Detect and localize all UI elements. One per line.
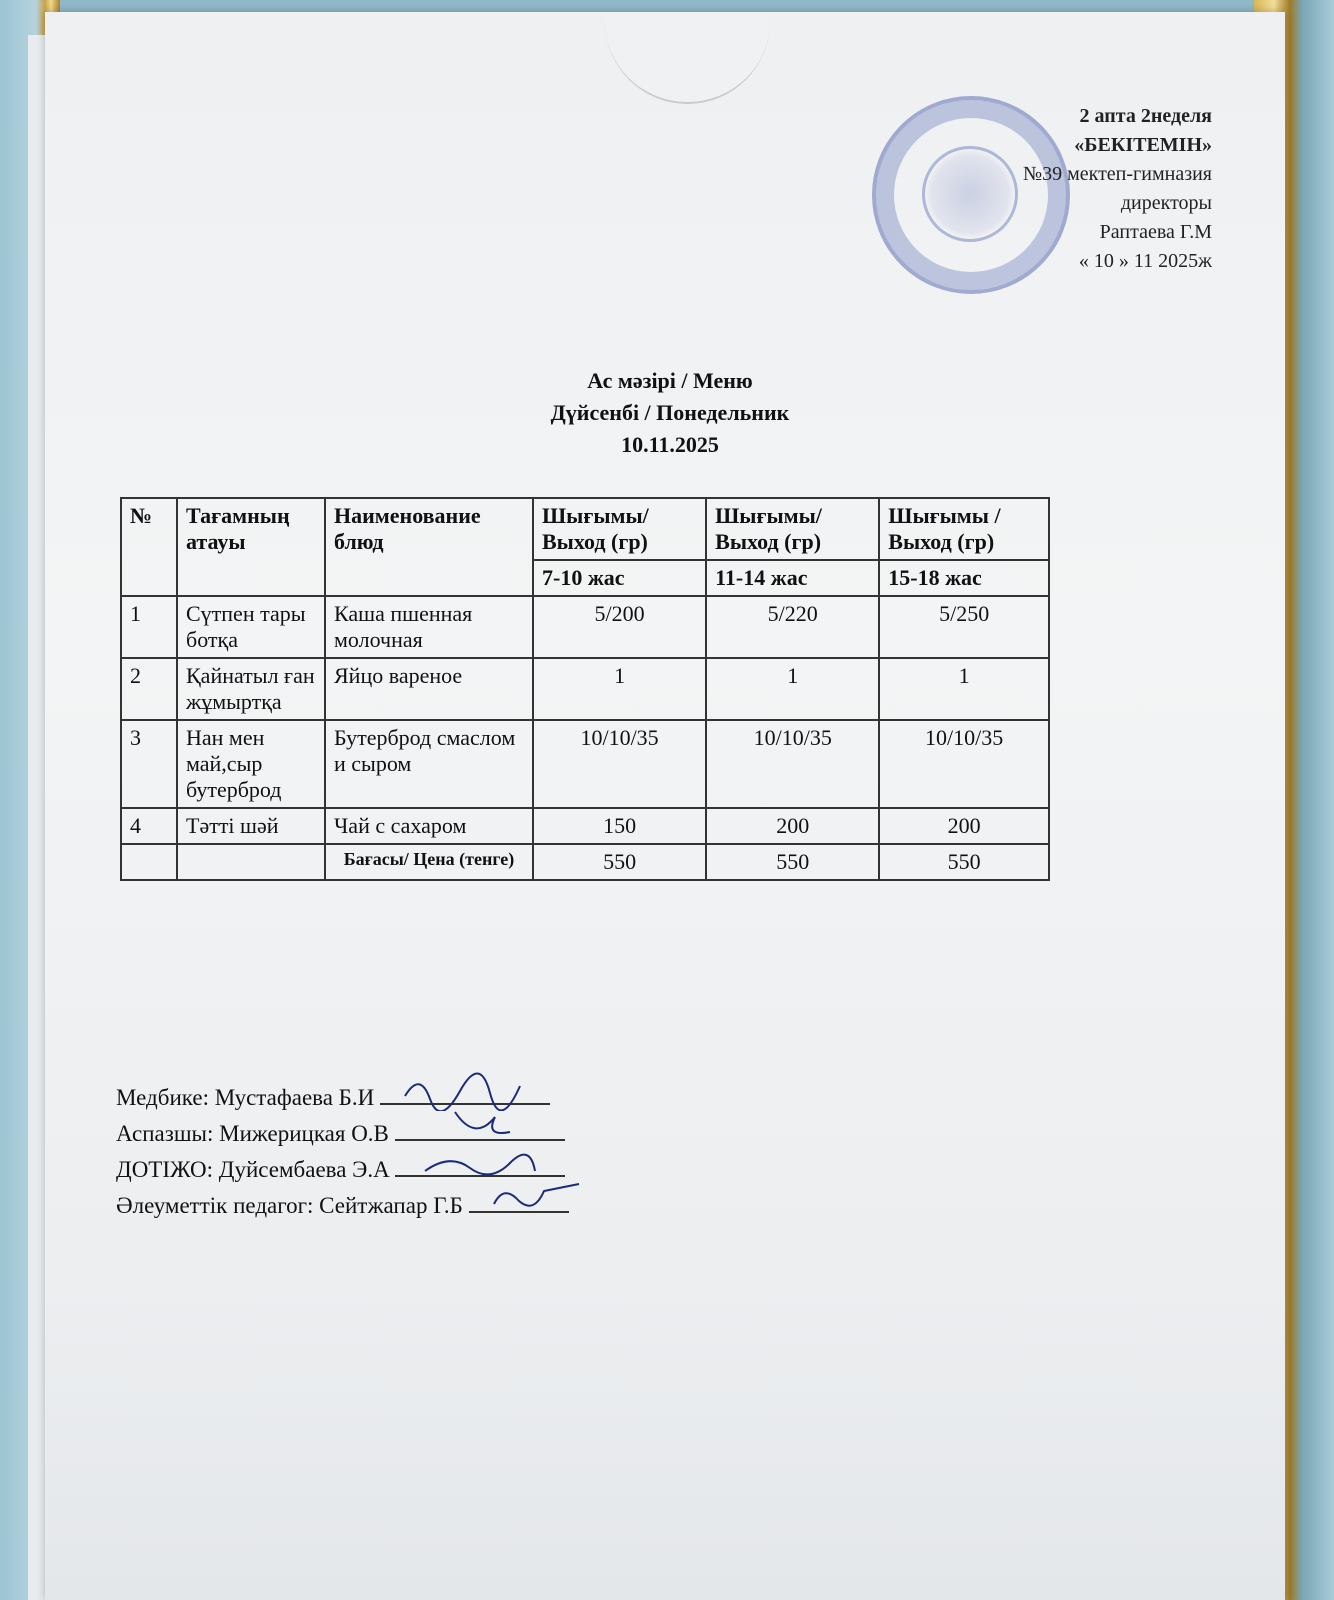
signature-scribble — [400, 1071, 530, 1111]
header-age-2: 11-14 жас — [706, 560, 879, 596]
header-age-3: 15-18 жас — [879, 560, 1049, 596]
deputy-name: ДОТІЖО: Дуйсембаева Э.А — [116, 1157, 390, 1182]
output-value: 10/10/35 — [706, 720, 879, 808]
signatures-block — [116, 1080, 569, 1224]
row-num: 4 — [121, 808, 177, 844]
menu-title-block — [420, 365, 920, 461]
dish-name-ru: Бутерброд смаслом и сыром — [325, 720, 533, 808]
output-value: 5/200 — [533, 596, 706, 658]
row-num: 2 — [121, 658, 177, 720]
menu-day: Дүйсенбі / Понедельник — [550, 400, 790, 425]
signature-scribble — [415, 1107, 545, 1147]
pedagog-name: Әлеуметтік педагог: Сейтжапар Г.Б — [116, 1193, 463, 1218]
output-value: 1 — [879, 658, 1049, 720]
price-value: 550 — [879, 844, 1049, 880]
menu-table — [120, 497, 1050, 881]
approval-block — [1023, 102, 1212, 276]
dish-name-ru: Чай с сахаром — [325, 808, 533, 844]
output-value: 5/250 — [879, 596, 1049, 658]
nurse-name: Медбике: Мустафаева Б.И — [116, 1085, 375, 1110]
sleeve-notch — [605, 12, 770, 104]
dish-name-kz: Қайнатыл ған жұмыртқа — [177, 658, 325, 720]
row-num: 3 — [121, 720, 177, 808]
output-value: 5/220 — [706, 596, 879, 658]
header-output-3: Шығымы /Выход (гр) — [879, 498, 1049, 560]
menu-date: 10.11.2025 — [621, 432, 719, 457]
school-name: №39 мектеп-гимназия — [1023, 163, 1212, 185]
cook-name: Аспазшы: Мижерицкая О.В — [116, 1121, 389, 1146]
table-row — [121, 720, 1049, 808]
menu-title: Ас мәзірі / Меню — [587, 368, 753, 393]
week-label: 2 апта 2неделя — [1079, 105, 1212, 127]
empty-cell — [121, 844, 177, 880]
signature-line-pedagog — [116, 1188, 569, 1224]
director-name: Раптаева Г.М — [1099, 221, 1212, 243]
signature-scribble — [489, 1179, 599, 1219]
output-value: 10/10/35 — [879, 720, 1049, 808]
price-value: 550 — [533, 844, 706, 880]
header-age-1: 7-10 жас — [533, 560, 706, 596]
table-row — [121, 658, 1049, 720]
director-role: директоры — [1120, 192, 1212, 214]
approval-date: « 10 » 11 2025ж — [1078, 250, 1212, 272]
signature-nurse — [380, 1081, 550, 1105]
signature-cook — [395, 1117, 565, 1141]
signature-scribble — [415, 1143, 545, 1183]
dish-name-ru: Каша пшенная молочная — [325, 596, 533, 658]
dish-name-ru: Яйцо вареное — [325, 658, 533, 720]
approved-label: «БЕКІТЕМІН» — [1074, 134, 1212, 156]
price-label: Бағасы/ Цена (тенге) — [325, 844, 533, 880]
header-output-2: Шығымы/ Выход (гр) — [706, 498, 879, 560]
row-num: 1 — [121, 596, 177, 658]
output-value: 10/10/35 — [533, 720, 706, 808]
table-header-row — [121, 498, 1049, 560]
signature-deputy — [395, 1153, 565, 1177]
price-row — [121, 844, 1049, 880]
output-value: 150 — [533, 808, 706, 844]
dish-name-kz: Тәтті шәй — [177, 808, 325, 844]
output-value: 200 — [706, 808, 879, 844]
table-row — [121, 808, 1049, 844]
table-row — [121, 596, 1049, 658]
header-num: № — [121, 498, 177, 596]
dish-name-kz: Сүтпен тары ботқа — [177, 596, 325, 658]
header-name-ru: Наименование блюд — [325, 498, 533, 596]
output-value: 200 — [879, 808, 1049, 844]
output-value: 1 — [533, 658, 706, 720]
signature-pedagog — [469, 1189, 569, 1213]
empty-cell — [177, 844, 325, 880]
dish-name-kz: Нан мен май,сыр бутерброд — [177, 720, 325, 808]
price-value: 550 — [706, 844, 879, 880]
header-output-1: Шығымы/ Выход (гр) — [533, 498, 706, 560]
output-value: 1 — [706, 658, 879, 720]
header-name-kz: Тағамның атауы — [177, 498, 325, 596]
